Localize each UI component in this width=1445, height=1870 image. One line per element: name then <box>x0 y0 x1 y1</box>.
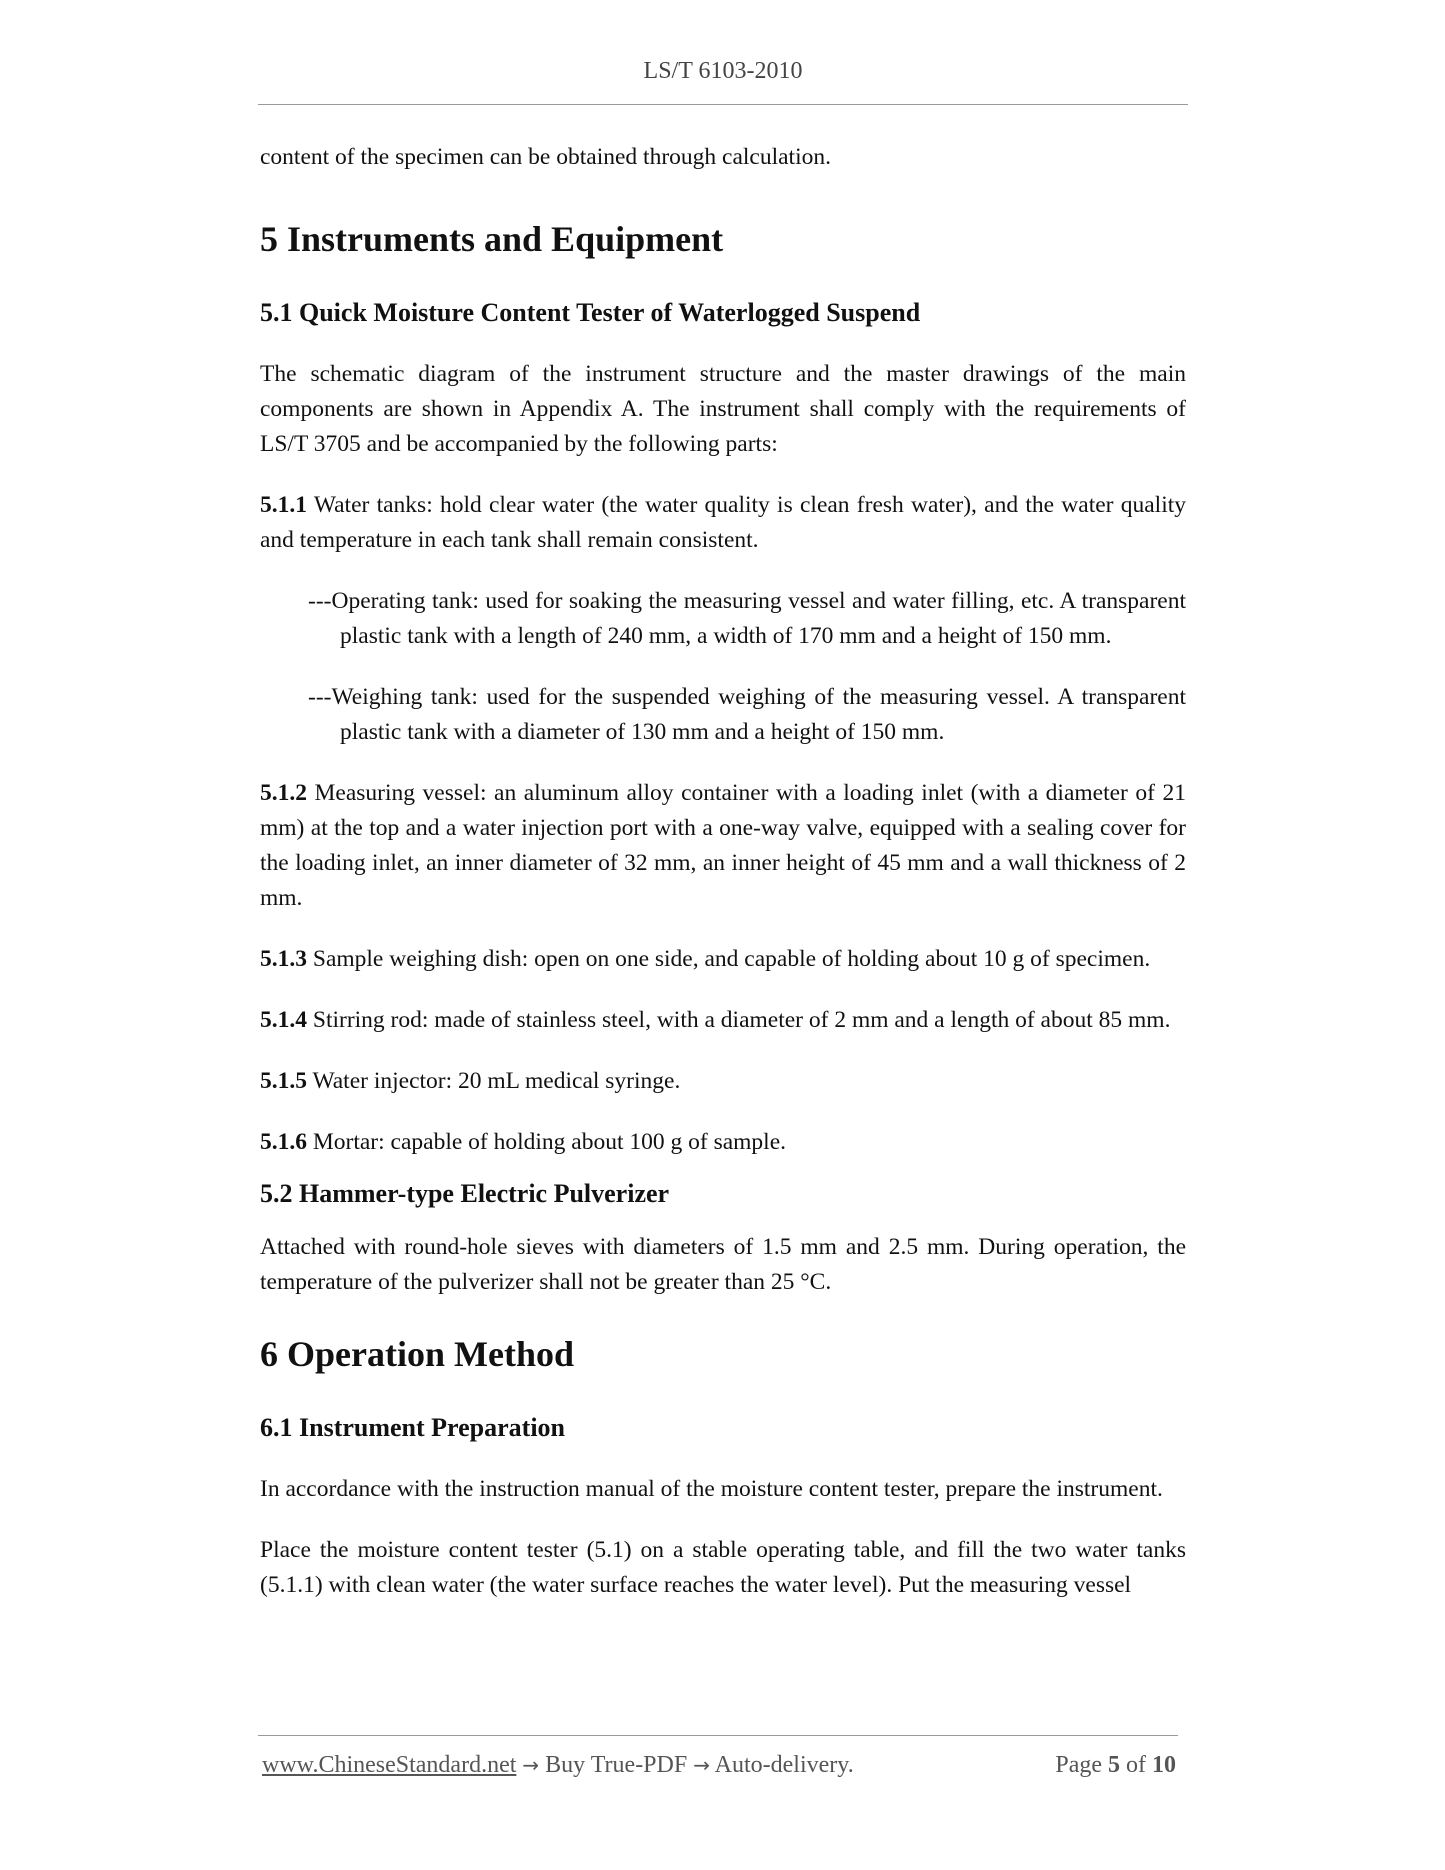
clause-5-2-text: Attached with round-hole sieves with diameters of 1.5 mm and 2.5 mm. During operation, the temperature of the pulverizer shall not be greater than 25 °C. <box>260 1234 1186 1295</box>
clause-number: 5.1.2 <box>260 780 307 806</box>
clause-text: Mortar: capable of holding about 100 g of sample. <box>307 1129 787 1155</box>
clause-number: 5.1.1 <box>260 492 307 518</box>
clause-number: 5.1.3 <box>260 946 307 972</box>
page-number <box>1055 1752 1176 1779</box>
clause-text: Sample weighing dish: open on one side, and capable of holding about 10 g of specimen. <box>307 946 1151 972</box>
clause-text: Water injector: 20 mL medical syringe. <box>307 1068 681 1094</box>
list-item-operating-tank: ---Operating tank: used for soaking the measuring vessel and water filling, etc. A transparent plastic tank with a length of 240 mm, a width of 170 mm and a height of 150 mm. <box>308 588 1186 649</box>
clause-number: 5.1.6 <box>260 1129 307 1155</box>
of-label: of <box>1126 1752 1146 1778</box>
clause-5-2-heading: 5.2 Hammer-type Electric Pulverizer <box>260 1179 670 1208</box>
clause-6-1-heading: 6.1 Instrument Preparation <box>260 1413 566 1442</box>
header-divider <box>258 104 1188 105</box>
section-6-heading: 6 Operation Method <box>260 1334 574 1374</box>
total-pages: 10 <box>1152 1752 1176 1778</box>
footer-divider <box>258 1735 1178 1736</box>
clause-text: Measuring vessel: an aluminum alloy container with a loading inlet (with a diameter of 21 mm) at the top and a water injection port with a one-way valve, equipped with a sealing cover for the loading inlet, an inner diameter of 32 mm, an inner height of 45 mm and a wall thickness of 2 mm. <box>260 780 1186 911</box>
clause-6-1-para-1: In accordance with the instruction manual of the moisture content tester, prepare the instrument. <box>260 1476 1163 1502</box>
current-page: 5 <box>1108 1752 1120 1778</box>
clause-number: 5.1.5 <box>260 1068 307 1094</box>
clause-5-1-intro: The schematic diagram of the instrument structure and the master drawings of the main components are shown in Appendix A. The instrument shall comply with the requirements of LS/T 3705 and be accompanied by the following parts: <box>260 361 1186 457</box>
arrow-right-icon: → <box>522 1753 540 1777</box>
section-5-heading: 5 Instruments and Equipment <box>260 219 724 259</box>
continued-paragraph: content of the specimen can be obtained through calculation. <box>260 144 831 170</box>
page-header-standard-code: LS/T 6103-2010 <box>643 58 803 84</box>
arrow-right-icon: → <box>693 1753 710 1777</box>
clause-5-1-6 <box>260 1125 1186 1160</box>
clause-5-1-4 <box>260 1003 1186 1038</box>
clause-number: 5.1.4 <box>260 1007 307 1033</box>
clause-text: Water tanks: hold clear water (the water quality is clean fresh water), and the water quality and temperature in each tank shall remain consistent. <box>260 492 1186 553</box>
clause-5-1-5 <box>260 1064 1186 1099</box>
buy-true-pdf-text: Buy True-PDF <box>539 1752 694 1778</box>
page-footer <box>262 1752 1176 1779</box>
list-item-weighing-tank: ---Weighing tank: used for the suspended weighing of the measuring vessel. A transparent plastic tank with a diameter of 130 mm and a height of 150 mm. <box>308 684 1186 745</box>
clause-text: Stirring rod: made of stainless steel, with a diameter of 2 mm and a length of about 85 mm. <box>307 1007 1171 1033</box>
clause-5-1-2 <box>260 776 1186 916</box>
clause-5-1-3 <box>260 942 1186 977</box>
clause-5-1-1 <box>260 488 1186 558</box>
clause-6-1-para-2: Place the moisture content tester (5.1) on a stable operating table, and fill the two water tanks (5.1.1) with clean water (the water surface reaches the water level). Put the measuring vessel <box>260 1537 1186 1598</box>
clause-5-1-heading: 5.1 Quick Moisture Content Tester of Waterlogged Suspend <box>260 298 921 327</box>
page-label: Page <box>1055 1752 1102 1778</box>
document-body <box>260 140 1186 1629</box>
auto-delivery-text: Auto-delivery. <box>709 1752 854 1778</box>
site-link[interactable]: www.ChineseStandard.net <box>262 1752 517 1778</box>
